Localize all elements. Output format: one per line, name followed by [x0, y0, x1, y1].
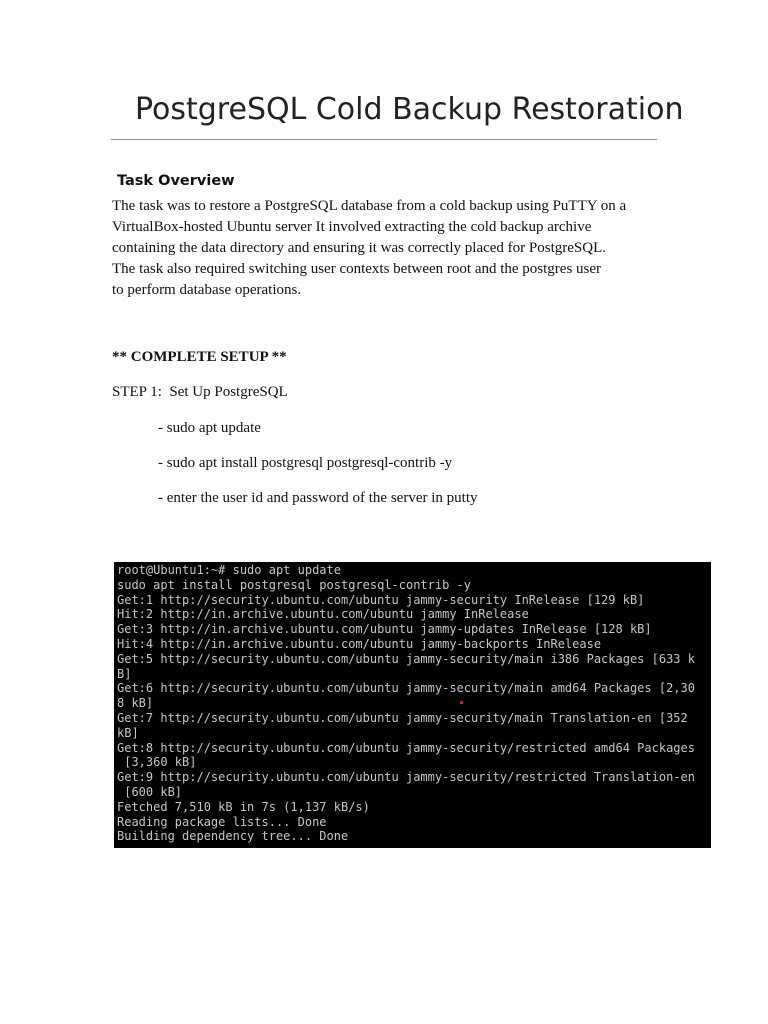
- overview-line: The task was to restore a PostgreSQL database from a cold backup using PuTTY on a: [112, 198, 627, 214]
- terminal-line: [3,360 kB]: [117, 755, 197, 770]
- terminal-line: Fetched 7,510 kB in 7s (1,137 kB/s): [117, 799, 370, 814]
- complete-setup-heading: ** COMPLETE SETUP **: [112, 349, 287, 365]
- title-divider: [111, 139, 657, 140]
- terminal-line: [600 kB]: [117, 784, 183, 799]
- red-cursor-dot: [460, 701, 463, 704]
- overview-line: The task also required switching user contexts between root and the postgres user: [112, 261, 602, 277]
- terminal-output: [117, 563, 695, 844]
- terminal-line: Building dependency tree... Done: [117, 829, 349, 844]
- terminal-line: Get:7 http://security.ubuntu.com/ubuntu jammy-security/main Translation-en [352: [117, 710, 688, 725]
- task-overview-paragraph: [112, 196, 672, 301]
- step-1-item-apt-install: - sudo apt install postgresql postgresql-contrib -y: [158, 455, 453, 471]
- page-title: PostgreSQL Cold Backup Restoration: [135, 92, 684, 127]
- terminal-line: kB]: [117, 725, 139, 740]
- terminal-line: Reading package lists... Done: [117, 814, 327, 829]
- terminal-line: root@Ubuntu1:~# sudo apt update: [117, 563, 341, 577]
- terminal-line: 8 kB]: [117, 696, 154, 711]
- task-overview-heading: Task Overview: [117, 173, 235, 189]
- overview-line: to perform database operations.: [112, 282, 302, 298]
- step-1-label: STEP 1: Set Up PostgreSQL: [112, 384, 288, 400]
- terminal-line: Get:6 http://security.ubuntu.com/ubuntu jammy-security/main amd64 Packages [2,30: [117, 681, 695, 696]
- terminal-line: Get:8 http://security.ubuntu.com/ubuntu jammy-security/restricted amd64 Packages: [117, 740, 695, 755]
- overview-line: containing the data directory and ensuring it was correctly placed for PostgreSQL.: [112, 240, 607, 256]
- terminal-line: Get:1 http://security.ubuntu.com/ubuntu jammy-security InRelease [129 kB]: [117, 592, 645, 607]
- terminal-line: sudo apt install postgresql postgresql-contrib -y: [117, 577, 472, 592]
- overview-line: VirtualBox-hosted Ubuntu server It involved extracting the cold backup archive: [112, 219, 592, 235]
- terminal-line: Get:9 http://security.ubuntu.com/ubuntu jammy-security/restricted Translation-en: [117, 770, 695, 785]
- terminal-line: Get:5 http://security.ubuntu.com/ubuntu jammy-security/main i386 Packages [633 k: [117, 651, 695, 666]
- terminal-line: Hit:4 http://in.archive.ubuntu.com/ubuntu jammy-backports InRelease: [117, 636, 602, 651]
- step-1-item-putty-login: - enter the user id and password of the server in putty: [158, 490, 478, 506]
- terminal-line: Get:3 http://in.archive.ubuntu.com/ubuntu jammy-updates InRelease [128 kB]: [117, 622, 652, 637]
- step-1-item-apt-update: - sudo apt update: [158, 420, 261, 436]
- terminal-screenshot: [114, 562, 711, 848]
- terminal-line: B]: [117, 666, 132, 681]
- terminal-line: Hit:2 http://in.archive.ubuntu.com/ubuntu jammy InRelease: [117, 607, 529, 622]
